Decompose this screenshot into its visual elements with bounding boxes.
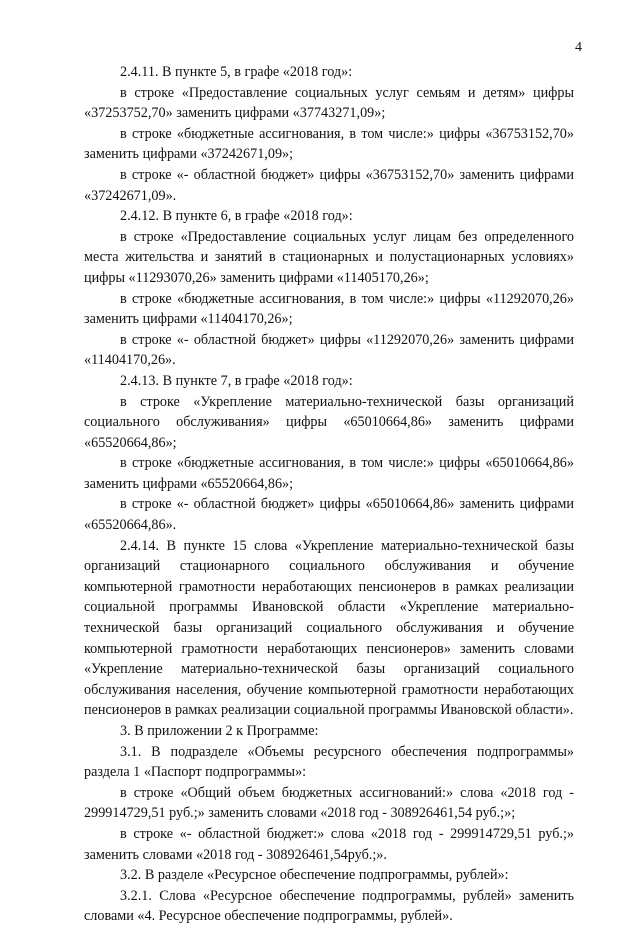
paragraph: в строке «бюджетные ассигнования, в том числе:» цифры «36753152,70» заменить цифрами «37242671,09»; (84, 125, 574, 163)
paragraph: в строке «Предоставление социальных услуг семьям и детям» цифры «37253752,70» заменить цифрами «37743271,09»; (84, 84, 574, 122)
paragraph: в строке «бюджетные ассигнования, в том числе:» цифры «65010664,86» заменить цифрами «65520664,86»; (84, 455, 574, 492)
paragraph: 2.4.12. В пункте 6, в графе «2018 год»: (120, 208, 353, 225)
paragraph: в строке «Предоставление социальных услуг лицам без определенного места жительства и занятий в стационарных и полустационарных условиях» цифры «11293070,26» заменить цифрами «11405170,26»; (84, 228, 574, 286)
paragraph: 3.1. В подразделе «Объемы ресурсного обеспечения подпрограммы» раздела 1 «Паспорт подпрограммы»: (84, 743, 574, 781)
paragraph: в строке «Укрепление материально-технической базы организаций социального обслуживания» цифры «65010664,86» заменить цифрами «65520664,86»; (84, 393, 574, 451)
paragraph: в строке «- областной бюджет» цифры «65010664,86» заменить цифрами «65520664,86». (84, 496, 574, 534)
paragraph: 2.4.11. В пункте 5, в графе «2018 год»: (120, 64, 353, 80)
paragraph: в строке «- областной бюджет» цифры «36753152,70» заменить цифрами «37242671,09». (84, 166, 574, 204)
paragraph: в строке «Общий объем бюджетных ассигнований:» слова «2018 год - 299914729,51 руб.;» заменить словами «2018 год - 308926461,54 руб.;»; (84, 784, 574, 822)
paragraph: в строке «бюджетные ассигнования, в том числе:» цифры «11292070,26» заменить цифрами «11404170,26»; (84, 290, 574, 328)
paragraph: 3. В приложении 2 к Программе: (120, 723, 319, 739)
paragraph: 3.2.1. Слова «Ресурсное обеспечение подпрограммы, рублей» заменить словами «4. Ресурсное обеспечение подпрограммы, рублей». (84, 887, 574, 925)
page-number: 4 (575, 40, 582, 55)
paragraph: в строке «- областной бюджет» цифры «11292070,26» заменить цифрами «11404170,26». (84, 331, 574, 369)
paragraph: 2.4.13. В пункте 7, в графе «2018 год»: (120, 372, 353, 389)
paragraph: в строке «- областной бюджет:» слова «2018 год - 299914729,51 руб.;» заменить словами «2018 год - 308926461,54руб.;». (84, 825, 574, 863)
paragraph: 3.2. В разделе «Ресурсное обеспечение подпрограммы, рублей»: (120, 867, 509, 884)
document-body (84, 62, 574, 927)
paragraph: 2.4.14. В пункте 15 слова «Укрепление материально-технической базы организаций стационарного социального обслуживания и обучение компьютерной грамотности неработающих пенсионеров в рамках реализации социальной программы Ивановской области «Укрепление материально-технической базы организаций социального обслуживания и обучение компьютерной грамотности неработающих пенсионеров» заменить словами «Укрепление материально-технической базы организаций социального обслуживания населения, обучение компьютерной грамотности неработающих пенсионеров в рамках реализации социальной программы Ивановской области». (84, 537, 574, 719)
